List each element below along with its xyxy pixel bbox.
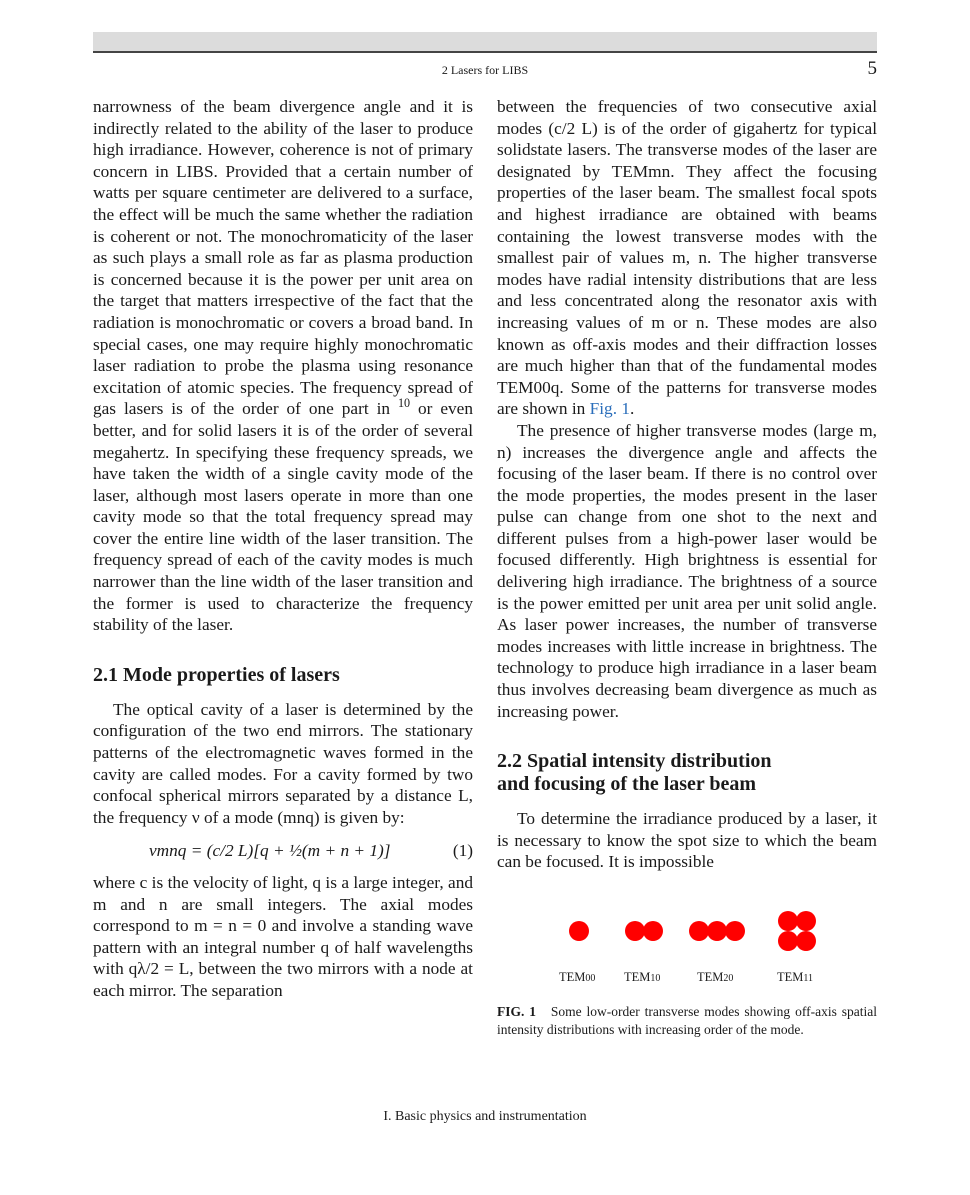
- mode-spot: [707, 921, 727, 941]
- mode-spot: [643, 921, 663, 941]
- section-heading-2-2: 2.2 Spatial intensity distribution and focusing of the laser beam: [497, 750, 772, 796]
- mode-label: TEM10: [624, 970, 661, 984]
- figure-caption: FIG. 1 Some low-order transverse modes showing off-axis spatial intensity distributions with increasing order of the mode.: [497, 1004, 877, 1037]
- mode-spot: [625, 921, 645, 941]
- mode-spot: [569, 921, 589, 941]
- header-bar: [93, 32, 877, 53]
- running-head: 2 Lasers for LIBS: [441, 63, 529, 77]
- paragraph: The presence of higher transverse modes (large m, n) increases the divergence angle and affects the focusing of the laser beam. If there is no control over the mode properties, the modes present in the laser pulse can change from one shot to the next and different pulses from a high-power laser would be focused differently. High brightness is essential for delivering high irradiance. The brightness of a source is the power emitted per unit area per unit solid angle. As laser power increases, the number of transverse modes increases with little increase in brightness. The technology to produce high irradiance in a laser beam thus involves decreasing beam divergence as much as increasing power.: [497, 420, 877, 721]
- equation: νmnq = (c/2 L)[q + ½(m + n + 1)]: [149, 841, 391, 861]
- equation-number: (1): [452, 841, 473, 861]
- paragraph: narrowness of the beam divergence angle and it is indirectly related to the ability of the laser to produce high irradiance. However, coherence is not of primary concern in LIBS. Provided that a certain number of watts per square centimeter are delivered to a surface, the effect will be much the same whether the radiation is coherent or not. The monochromaticity of the laser as such plays a small role as far as plasma production is concerned because it is the power per unit area on the target that matters irrespective of the fact that the radiation is monochromatic or covers a broad band. In special cases, one may require highly monochromatic laser radiation to probe the plasma using resonance excitation of atomic species. The frequency spread of gas lasers is of the order of one part in $^{10}$ or even better, and for solid lasers it is of the order of several megahertz. In specifying these frequency spreads, we have taken the width of a single cavity mode of the laser, although most lasers operate in more than one cavity mode so that the total frequency spread may cover the entire line width of the laser transition. The frequency spread of each of the cavity modes is much narrower than the line width of the laser transition and the former is used to characterize the frequency stability of the laser.: [93, 97, 473, 635]
- mode-label: TEM11: [777, 970, 814, 984]
- mode-spot: [778, 931, 798, 951]
- section-heading-2-1: 2.1 Mode properties of lasers: [93, 663, 340, 686]
- page-number: 5: [867, 58, 877, 79]
- left-column: [93, 96, 473, 1002]
- paragraph: To determine the irradiance produced by a laser, it is necessary to know the spot size to which the beam can be focused. It is impossible: [497, 809, 877, 872]
- page-footer: I. Basic physics and instrumentation: [383, 1109, 587, 1124]
- paragraph: between the frequencies of two consecutive axial modes (c/2 L) is of the order of gigahertz for typical solidstate lasers. The transverse modes of the laser are designated by TEMmn. They affect the focusing properties of the laser beam. The smallest focal spots and highest irradiance are obtained with beams containing the lowest transverse modes with the smallest pair of values m, n. The higher transverse modes have radial intensity distributions that are less and less concentrated along the resonator axis with increasing values of m or n. These modes are also known as off-axis modes and their diffraction losses are much higher than that of the fundamental modes TEM00q. Some of the patterns for transverse modes are shown in Fig. 1.: [497, 97, 877, 419]
- right-column: [497, 96, 877, 1039]
- mode-label: TEM20: [697, 970, 734, 984]
- figure-1: [497, 903, 877, 984]
- mode-spot: [778, 911, 798, 931]
- paragraph: The optical cavity of a laser is determined by the configuration of the two end mirrors. The stationary patterns of the electromagnetic waves formed in the cavity are called modes. For a cavity formed by two confocal spherical mirrors separated by a distance L, the frequency ν of a mode (mnq) is given by:: [93, 699, 473, 827]
- equation-1: [93, 840, 473, 862]
- figure-link[interactable]: Fig. 1: [589, 399, 630, 419]
- mode-spot: [689, 921, 709, 941]
- mode-spot: [796, 911, 816, 931]
- mode-label: TEM00: [559, 970, 596, 984]
- mode-spot: [796, 931, 816, 951]
- paragraph: where c is the velocity of light, q is a large integer, and m and n are small integers. The axial modes correspond to m = n = 0 and involve a standing wave pattern with an integral number q of half wavelengths with qλ/2 = L, between the two mirrors with a node at each mirror. The separation: [93, 873, 473, 1000]
- mode-spot: [725, 921, 745, 941]
